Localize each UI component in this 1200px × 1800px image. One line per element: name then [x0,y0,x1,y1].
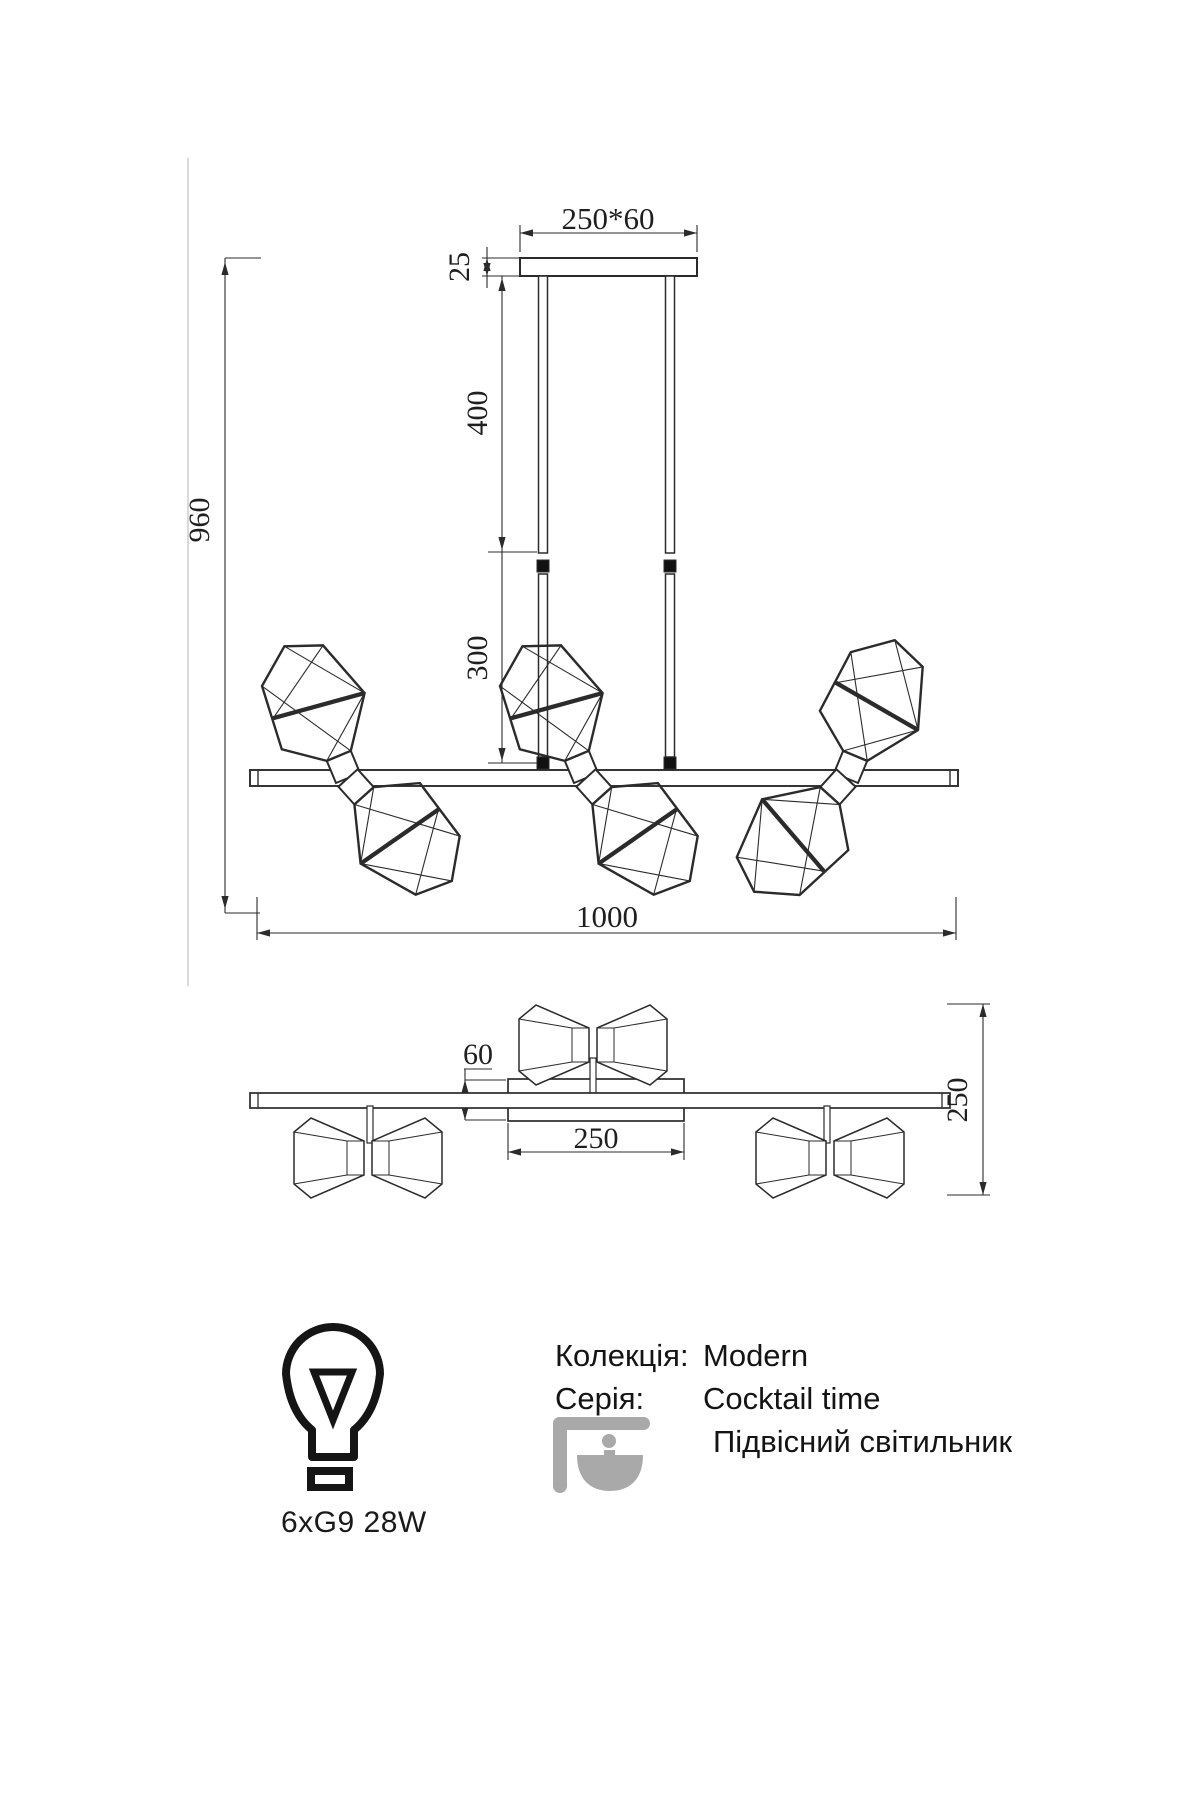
collection-label: Колекція: [555,1338,689,1373]
pendant-icon-ceiling-bar [553,1417,650,1430]
bulb-filament-triangle [314,1372,352,1420]
bulb-outline [286,1327,380,1457]
front-view [250,258,958,895]
pendant-light-icon [545,1408,657,1500]
collection-value: Modern [703,1338,809,1373]
pendant-icon-wall-bar [553,1417,567,1493]
dim-canopy-width: 250 [573,1122,619,1155]
bulb-base-slot [315,1475,345,1484]
series-value: Cocktail time [703,1381,881,1416]
dim-canopy-thickness: 25 [443,252,476,282]
pendant-icon-knob [602,1434,616,1448]
top-view [250,1005,950,1198]
series-label: Серія: [555,1381,645,1416]
dim-canopy-offset: 60 [463,1038,493,1071]
dim-upper-rod: 400 [461,390,494,436]
dim-lower-rod: 300 [461,635,494,681]
dim-total-height: 960 [183,497,216,543]
dim-canopy-size: 250*60 [561,201,655,236]
halogen-bulb-icon [275,1308,395,1503]
collection-row [555,1338,808,1374]
type-value: Підвісний світильник [713,1424,1013,1459]
dim-fixture-depth: 250 [941,1077,974,1123]
pendant-icon-shade [577,1455,643,1491]
dim-bar-length: 1000 [576,899,638,934]
bulb-spec: 6xG9 28W [281,1506,427,1539]
